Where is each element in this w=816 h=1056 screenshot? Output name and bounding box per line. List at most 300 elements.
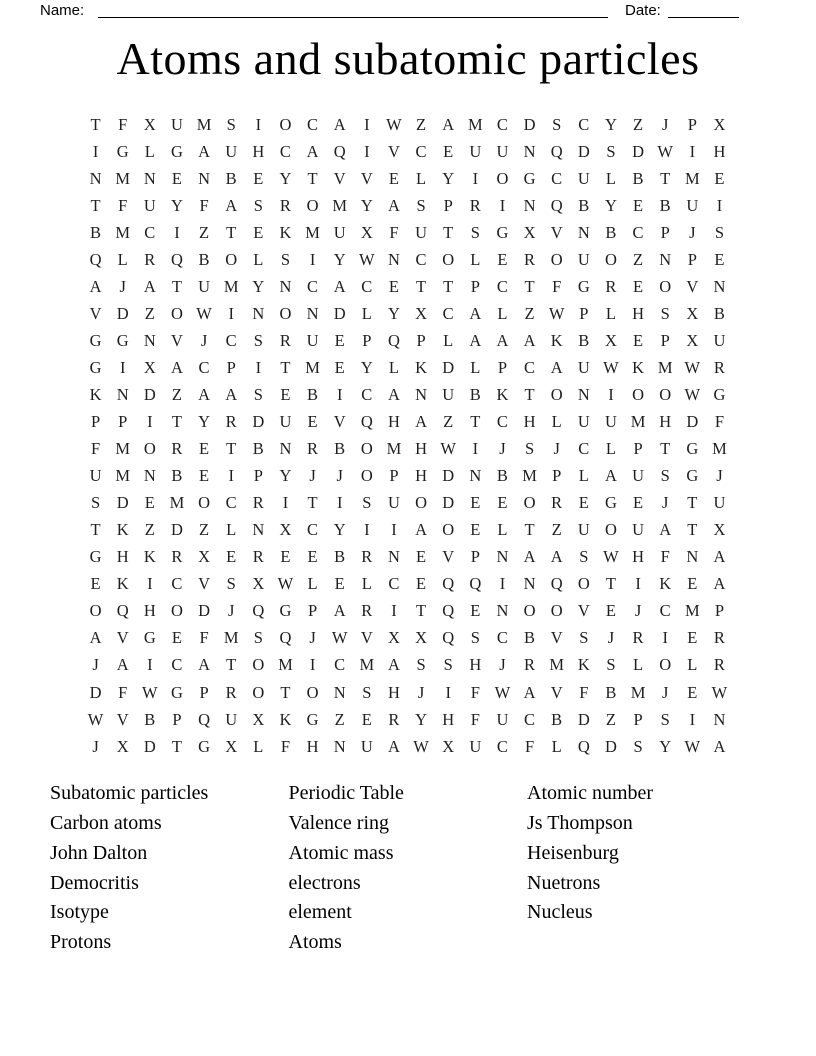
grid-cell: W [359, 249, 375, 269]
grid-cell: L [307, 574, 318, 594]
grid-cell: P [633, 439, 643, 459]
grid-cell: J [92, 736, 99, 756]
grid-cell: N [496, 547, 509, 567]
grid-cell: I [174, 222, 180, 242]
grid-cell: L [361, 303, 372, 323]
grid-cell: U [632, 466, 645, 486]
grid-cell: F [714, 412, 725, 432]
grid-cell: U [577, 412, 590, 432]
grid-cell: J [92, 655, 99, 675]
grid-cell: U [577, 357, 590, 377]
grid-cell: C [415, 141, 427, 161]
grid-cell: T [280, 682, 291, 702]
grid-cell: E [687, 628, 698, 648]
grid-cell: R [279, 195, 291, 215]
grid-cell: S [660, 709, 670, 729]
grid-cell: W [603, 547, 619, 567]
grid-cell: G [89, 547, 102, 567]
grid-cell: A [469, 303, 482, 323]
grid-cell: C [225, 493, 237, 513]
grid-cell: O [170, 601, 183, 621]
grid-cell: P [714, 601, 725, 621]
grid-cell: K [550, 330, 563, 350]
grid-cell: A [387, 736, 400, 756]
grid-cell: W [87, 709, 104, 729]
grid-cell: P [362, 330, 372, 350]
grid-cell: M [115, 222, 131, 242]
grid-cell: G [686, 466, 699, 486]
grid-cell: F [118, 682, 128, 702]
grid-cell: A [89, 628, 102, 648]
grid-cell: S [226, 574, 236, 594]
word-list-column [527, 779, 766, 958]
grid-cell: T [307, 168, 318, 188]
grid-cell: U [442, 384, 455, 404]
grid-cell: R [361, 547, 373, 567]
grid-cell: A [89, 276, 102, 296]
grid-cell: C [524, 357, 536, 377]
grid-cell: C [578, 114, 590, 134]
grid-cell: P [118, 412, 128, 432]
grid-cell: O [360, 466, 373, 486]
grid-cell: E [497, 249, 508, 269]
grid-cell: G [577, 276, 590, 296]
grid-cell: E [199, 466, 210, 486]
grid-cell: H [116, 547, 129, 567]
grid-cell: I [472, 439, 479, 459]
grid-cell: I [228, 466, 234, 486]
grid-cell: Q [550, 141, 563, 161]
grid-cell: G [604, 493, 617, 513]
grid-cell: S [253, 384, 263, 404]
grid-cell: T [524, 276, 535, 296]
grid-cell: N [279, 276, 292, 296]
grid-cell: P [579, 303, 589, 323]
grid-cell: M [305, 357, 320, 377]
grid-cell: E [470, 520, 481, 540]
grid-cell: H [659, 412, 672, 432]
grid-cell: R [279, 330, 291, 350]
grid-cell: C [334, 655, 346, 675]
grid-cell: Y [360, 357, 373, 377]
grid-cell: F [552, 276, 562, 296]
grid-cell: U [306, 330, 319, 350]
grid-cell: P [199, 682, 209, 702]
grid-cell: Y [198, 412, 211, 432]
grid-cell: U [225, 709, 238, 729]
grid-cell: N [333, 736, 346, 756]
word-search-grid [82, 111, 733, 760]
grid-cell: T [90, 114, 101, 134]
grid-cell: C [415, 249, 427, 269]
grid-cell: N [198, 168, 211, 188]
grid-cell: U [170, 114, 183, 134]
grid-cell: E [416, 547, 427, 567]
grid-cell: T [443, 222, 454, 242]
grid-cell: B [334, 547, 346, 567]
grid-cell: G [713, 384, 726, 404]
grid-cell: Y [604, 195, 617, 215]
grid-cell: I [147, 655, 153, 675]
grid-cell: A [387, 384, 400, 404]
grid-cell: E [226, 547, 237, 567]
grid-cell: W [684, 736, 701, 756]
grid-cell: M [467, 114, 483, 134]
grid-cell: M [196, 114, 212, 134]
grid-cell: M [305, 222, 320, 242]
grid-cell: X [523, 222, 536, 242]
grid-cell: A [659, 520, 672, 540]
grid-cell: V [686, 276, 699, 296]
grid-cell: U [333, 222, 346, 242]
grid-cell: K [89, 384, 102, 404]
grid-cell: O [577, 574, 590, 594]
grid-cell: D [252, 412, 265, 432]
grid-cell: N [306, 303, 319, 323]
word-list-column [50, 779, 289, 958]
grid-cell: R [632, 628, 644, 648]
grid-cell: J [417, 682, 425, 702]
grid-cell: O [442, 520, 455, 540]
grid-cell: Q [333, 141, 346, 161]
word-list-item: Atomic mass [288, 841, 394, 864]
grid-cell: S [253, 195, 263, 215]
grid-cell: M [684, 168, 700, 188]
grid-cell: Q [170, 249, 183, 269]
grid-cell: N [252, 303, 265, 323]
name-blank-line [98, 0, 608, 18]
grid-cell: R [361, 601, 373, 621]
grid-cell: F [579, 682, 589, 702]
grid-cell: T [524, 520, 535, 540]
grid-cell: I [228, 303, 234, 323]
grid-cell: K [496, 384, 509, 404]
grid-cell: E [633, 276, 644, 296]
grid-cell: I [499, 195, 506, 215]
grid-cell: E [578, 493, 589, 513]
grid-cell: E [443, 141, 454, 161]
grid-cell: G [523, 168, 536, 188]
grid-cell: I [336, 493, 343, 513]
grid-cell: L [551, 412, 562, 432]
grid-cell: T [524, 384, 535, 404]
grid-cell: R [713, 655, 725, 675]
grid-cell: D [632, 141, 645, 161]
grid-cell: E [171, 168, 182, 188]
grid-cell: Q [550, 574, 563, 594]
grid-cell: S [470, 628, 480, 648]
grid-cell: X [143, 114, 156, 134]
grid-cell: I [445, 682, 451, 702]
grid-cell: B [713, 303, 725, 323]
grid-cell: A [333, 114, 346, 134]
grid-cell: Z [524, 303, 535, 323]
grid-cell: N [143, 330, 156, 350]
grid-cell: W [196, 303, 212, 323]
grid-cell: T [226, 222, 237, 242]
grid-cell: U [577, 249, 590, 269]
grid-cell: H [632, 303, 645, 323]
grid-cell: X [252, 709, 265, 729]
grid-cell: J [607, 628, 615, 648]
grid-cell: G [116, 141, 129, 161]
grid-cell: F [90, 439, 101, 459]
grid-cell: B [90, 222, 102, 242]
grid-cell: U [632, 520, 645, 540]
grid-cell: G [686, 439, 699, 459]
grid-cell: Z [334, 709, 345, 729]
grid-cell: H [252, 141, 265, 161]
grid-cell: U [496, 141, 509, 161]
grid-cell: Q [442, 574, 455, 594]
grid-cell: C [307, 114, 319, 134]
grid-cell: I [472, 168, 479, 188]
grid-cell: N [686, 547, 699, 567]
grid-cell: A [523, 547, 536, 567]
grid-cell: Y [415, 709, 428, 729]
word-list-item: element [288, 901, 352, 924]
grid-cell: N [143, 466, 156, 486]
grid-cell: E [388, 276, 399, 296]
grid-cell: R [252, 547, 264, 567]
grid-cell: R [524, 655, 536, 675]
grid-cell: B [252, 439, 264, 459]
grid-cell: P [687, 114, 697, 134]
grid-cell: V [116, 628, 129, 648]
grid-cell: Z [416, 114, 427, 134]
grid-cell: Z [633, 249, 644, 269]
grid-cell: I [689, 709, 696, 729]
grid-cell: B [307, 384, 319, 404]
grid-cell: H [469, 655, 482, 675]
grid-cell: O [604, 249, 617, 269]
grid-cell: V [550, 682, 563, 702]
grid-cell: S [226, 114, 236, 134]
grid-cell: E [90, 574, 101, 594]
word-list-item: Atoms [288, 931, 342, 954]
grid-cell: H [442, 709, 455, 729]
grid-cell: F [470, 709, 480, 729]
grid-cell: O [306, 682, 319, 702]
grid-cell: E [280, 384, 291, 404]
grid-cell: T [90, 195, 101, 215]
word-list-item: Nucleus [527, 901, 593, 924]
grid-cell: O [252, 682, 265, 702]
grid-cell: Y [604, 114, 617, 134]
grid-cell: J [716, 466, 723, 486]
grid-cell: K [632, 357, 645, 377]
grid-cell: T [660, 439, 671, 459]
grid-cell: E [416, 574, 427, 594]
grid-cell: R [551, 493, 563, 513]
grid-cell: R [171, 439, 183, 459]
grid-cell: L [605, 439, 616, 459]
grid-cell: J [309, 466, 316, 486]
grid-cell: A [225, 195, 238, 215]
grid-cell: E [334, 357, 345, 377]
grid-cell: T [171, 412, 182, 432]
grid-cell: H [415, 439, 428, 459]
grid-cell: K [415, 357, 428, 377]
grid-cell: O [659, 276, 672, 296]
grid-cell: D [170, 520, 183, 540]
grid-cell: M [386, 439, 402, 459]
grid-cell: I [364, 114, 370, 134]
grid-cell: T [416, 601, 427, 621]
grid-cell: T [226, 439, 237, 459]
grid-cell: E [253, 168, 264, 188]
grid-cell: M [712, 439, 727, 459]
grid-cell: G [89, 357, 102, 377]
grid-cell: S [280, 249, 291, 269]
grid-cell: V [116, 709, 129, 729]
grid-cell: D [604, 736, 617, 756]
grid-cell: H [306, 736, 319, 756]
grid-cell: J [661, 493, 669, 513]
grid-cell: J [689, 222, 696, 242]
grid-cell: V [333, 412, 346, 432]
grid-cell: B [225, 168, 237, 188]
grid-cell: O [279, 303, 292, 323]
grid-cell: O [198, 493, 211, 513]
grid-cell: W [277, 574, 294, 594]
grid-cell: C [144, 222, 156, 242]
grid-cell: V [387, 141, 400, 161]
grid-cell: O [523, 493, 536, 513]
grid-cell: X [686, 330, 699, 350]
grid-cell: Y [279, 466, 292, 486]
grid-cell: U [713, 493, 726, 513]
grid-cell: I [499, 574, 506, 594]
grid-cell: I [716, 195, 723, 215]
grid-cell: O [306, 195, 319, 215]
grid-cell: A [333, 276, 346, 296]
grid-cell: Z [633, 114, 644, 134]
grid-cell: O [659, 655, 672, 675]
grid-cell: A [713, 574, 726, 594]
grid-cell: A [415, 412, 428, 432]
grid-cell: E [144, 493, 155, 513]
grid-cell: I [147, 412, 153, 432]
grid-cell: M [223, 628, 239, 648]
grid-cell: T [280, 357, 291, 377]
grid-cell: N [577, 384, 590, 404]
grid-cell: C [551, 168, 563, 188]
grid-cell: X [225, 736, 238, 756]
grid-cell: H [387, 412, 400, 432]
grid-cell: Z [199, 520, 210, 540]
grid-cell: J [553, 439, 560, 459]
grid-cell: E [388, 168, 399, 188]
grid-cell: X [604, 330, 617, 350]
grid-cell: E [334, 330, 345, 350]
grid-cell: W [548, 303, 565, 323]
word-list-item: Carbon atoms [50, 811, 162, 834]
grid-cell: S [660, 466, 670, 486]
grid-cell: Q [116, 601, 129, 621]
grid-cell: Q [469, 574, 482, 594]
grid-cell: N [143, 168, 156, 188]
grid-cell: U [415, 222, 428, 242]
grid-cell: C [496, 628, 508, 648]
grid-cell: P [660, 330, 670, 350]
grid-cell: C [361, 384, 373, 404]
grid-cell: U [469, 736, 482, 756]
grid-cell: G [279, 601, 292, 621]
grid-cell: S [579, 547, 589, 567]
grid-cell: D [143, 736, 156, 756]
grid-cell: M [223, 276, 239, 296]
grid-cell: P [90, 412, 101, 432]
grid-cell: B [171, 466, 183, 486]
grid-cell: L [605, 303, 616, 323]
grid-cell: I [92, 141, 99, 161]
grid-cell: V [442, 547, 455, 567]
grid-cell: T [687, 520, 698, 540]
grid-cell: D [143, 384, 156, 404]
grid-cell: B [659, 195, 671, 215]
grid-cell: I [364, 141, 370, 161]
grid-cell: K [116, 574, 129, 594]
grid-cell: L [253, 249, 264, 269]
grid-cell: W [684, 384, 701, 404]
grid-cell: I [391, 601, 397, 621]
grid-cell: S [253, 628, 263, 648]
grid-cell: M [657, 357, 673, 377]
grid-cell: J [119, 276, 126, 296]
grid-cell: J [499, 439, 506, 459]
grid-cell: L [443, 330, 454, 350]
grid-cell: C [442, 303, 454, 323]
grid-cell: F [118, 114, 128, 134]
grid-cell: N [523, 574, 536, 594]
grid-cell: S [552, 114, 562, 134]
grid-cell: M [115, 439, 131, 459]
grid-cell: M [278, 655, 293, 675]
puzzle-title: Atoms and subatomic particles [116, 33, 700, 84]
grid-cell: W [684, 357, 701, 377]
grid-cell: V [89, 303, 102, 323]
grid-cell: R [524, 249, 536, 269]
grid-cell: Z [443, 412, 454, 432]
grid-cell: Y [333, 249, 346, 269]
grid-cell: M [630, 682, 646, 702]
grid-cell: E [470, 493, 481, 513]
grid-cell: P [172, 709, 182, 729]
grid-cell: N [577, 222, 590, 242]
grid-cell: I [364, 520, 370, 540]
grid-cell: J [309, 628, 316, 648]
grid-cell: O [523, 601, 536, 621]
grid-cell: V [577, 601, 590, 621]
grid-cell: A [604, 466, 617, 486]
word-list-item: Heisenburg [527, 841, 619, 864]
grid-cell: D [442, 357, 455, 377]
word-list-item: Valence ring [288, 811, 390, 834]
word-list-item: Democritis [50, 871, 139, 894]
grid-cell: L [388, 357, 399, 377]
grid-cell: L [253, 736, 264, 756]
grid-cell: E [497, 493, 508, 513]
grid-cell: A [143, 276, 156, 296]
grid-cell: T [90, 520, 101, 540]
grid-cell: G [198, 736, 211, 756]
grid-cell: R [225, 682, 237, 702]
grid-cell: C [496, 736, 508, 756]
grid-cell: D [442, 466, 455, 486]
grid-cell: N [713, 276, 726, 296]
grid-cell: E [633, 195, 644, 215]
